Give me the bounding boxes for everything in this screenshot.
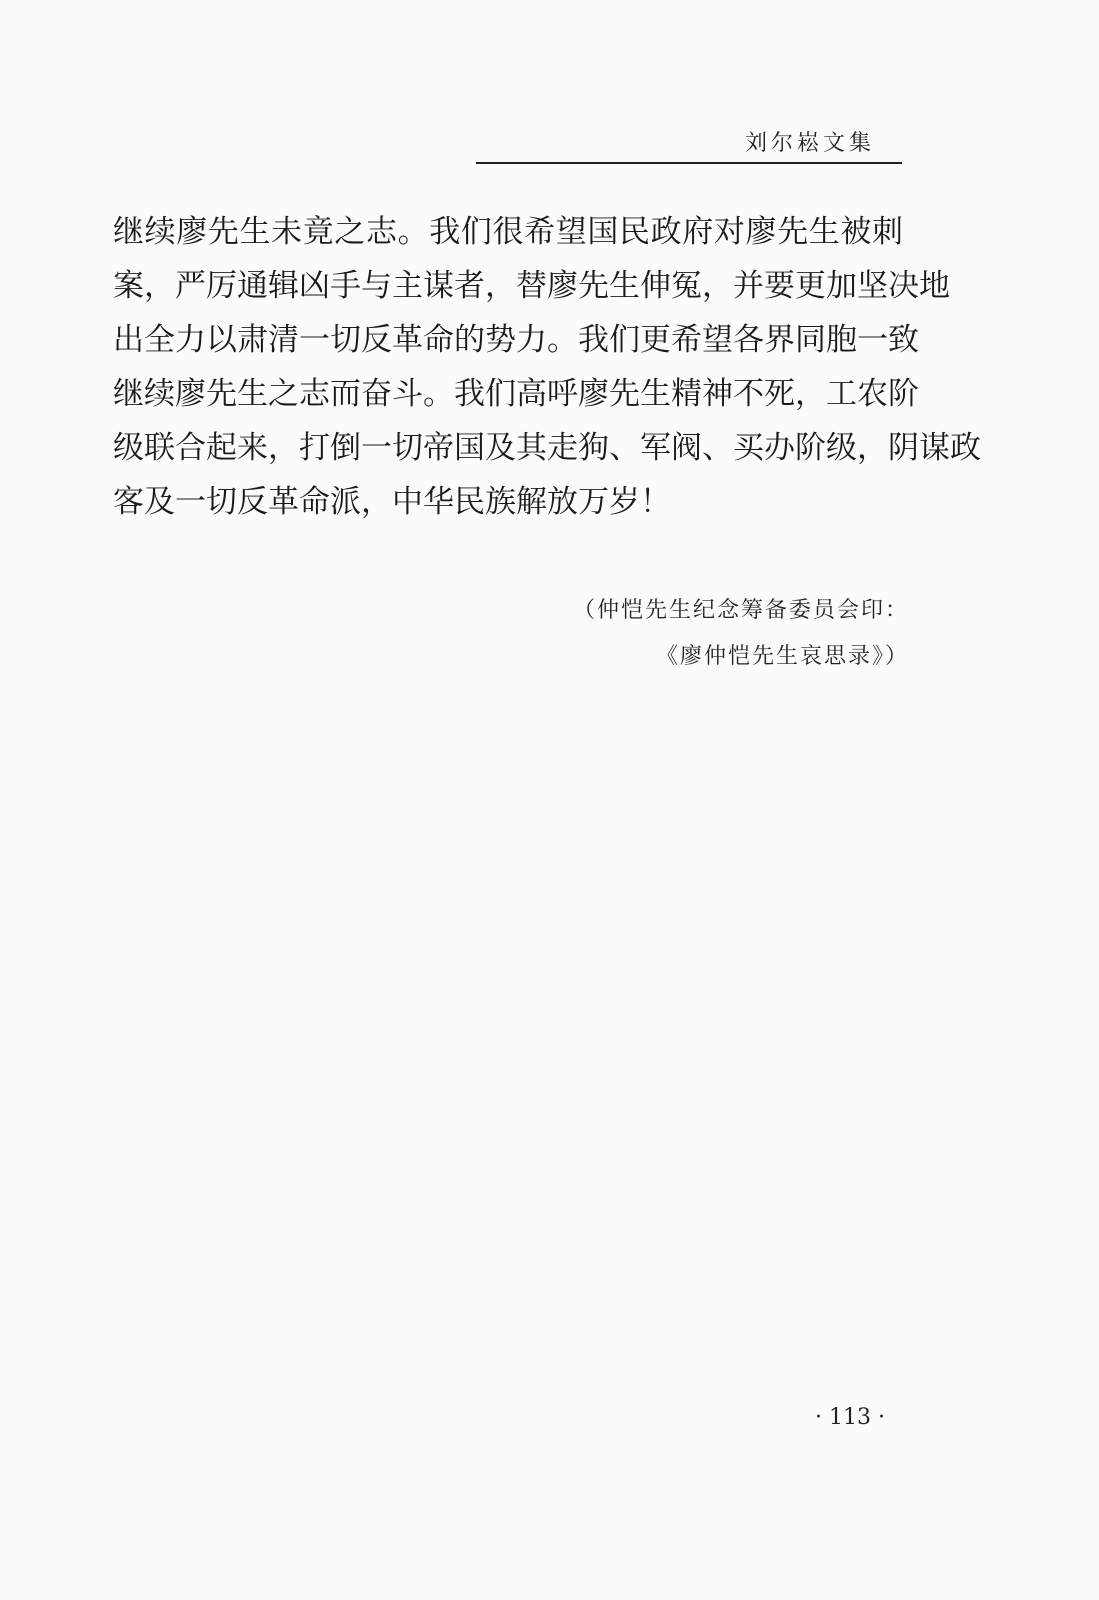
source-line-2: 《廖仲恺先生哀思录》） bbox=[655, 644, 909, 669]
page-number: · 113 · bbox=[815, 1405, 885, 1430]
body-line: 继续廖先生未竟之志。我们很希望国民政府对廖先生被刺 bbox=[113, 214, 903, 250]
body-line: 继续廖先生之志而奋斗。我们高呼廖先生精神不死，工农阶 bbox=[113, 376, 919, 412]
body-line: 客及一切反革命派，中华民族解放万岁！ bbox=[113, 484, 671, 520]
body-line: 级联合起来，打倒一切帝国及其走狗、军阀、买办阶级，阴谋政 bbox=[113, 430, 981, 466]
body-line: 案，严厉通辑凶手与主谋者，替廖先生伸冤，并要更加坚决地 bbox=[113, 268, 950, 304]
body-line: 出全力以肃清一切反革命的势力。我们更希望各界同胞一致 bbox=[113, 322, 919, 358]
source-citation bbox=[573, 588, 909, 680]
source-line-1: （仲恺先生纪念筹备委员会印： bbox=[572, 598, 909, 623]
running-head: 刘尔崧文集 bbox=[744, 131, 875, 156]
body-paragraph bbox=[113, 205, 981, 529]
header-rule bbox=[476, 162, 902, 164]
